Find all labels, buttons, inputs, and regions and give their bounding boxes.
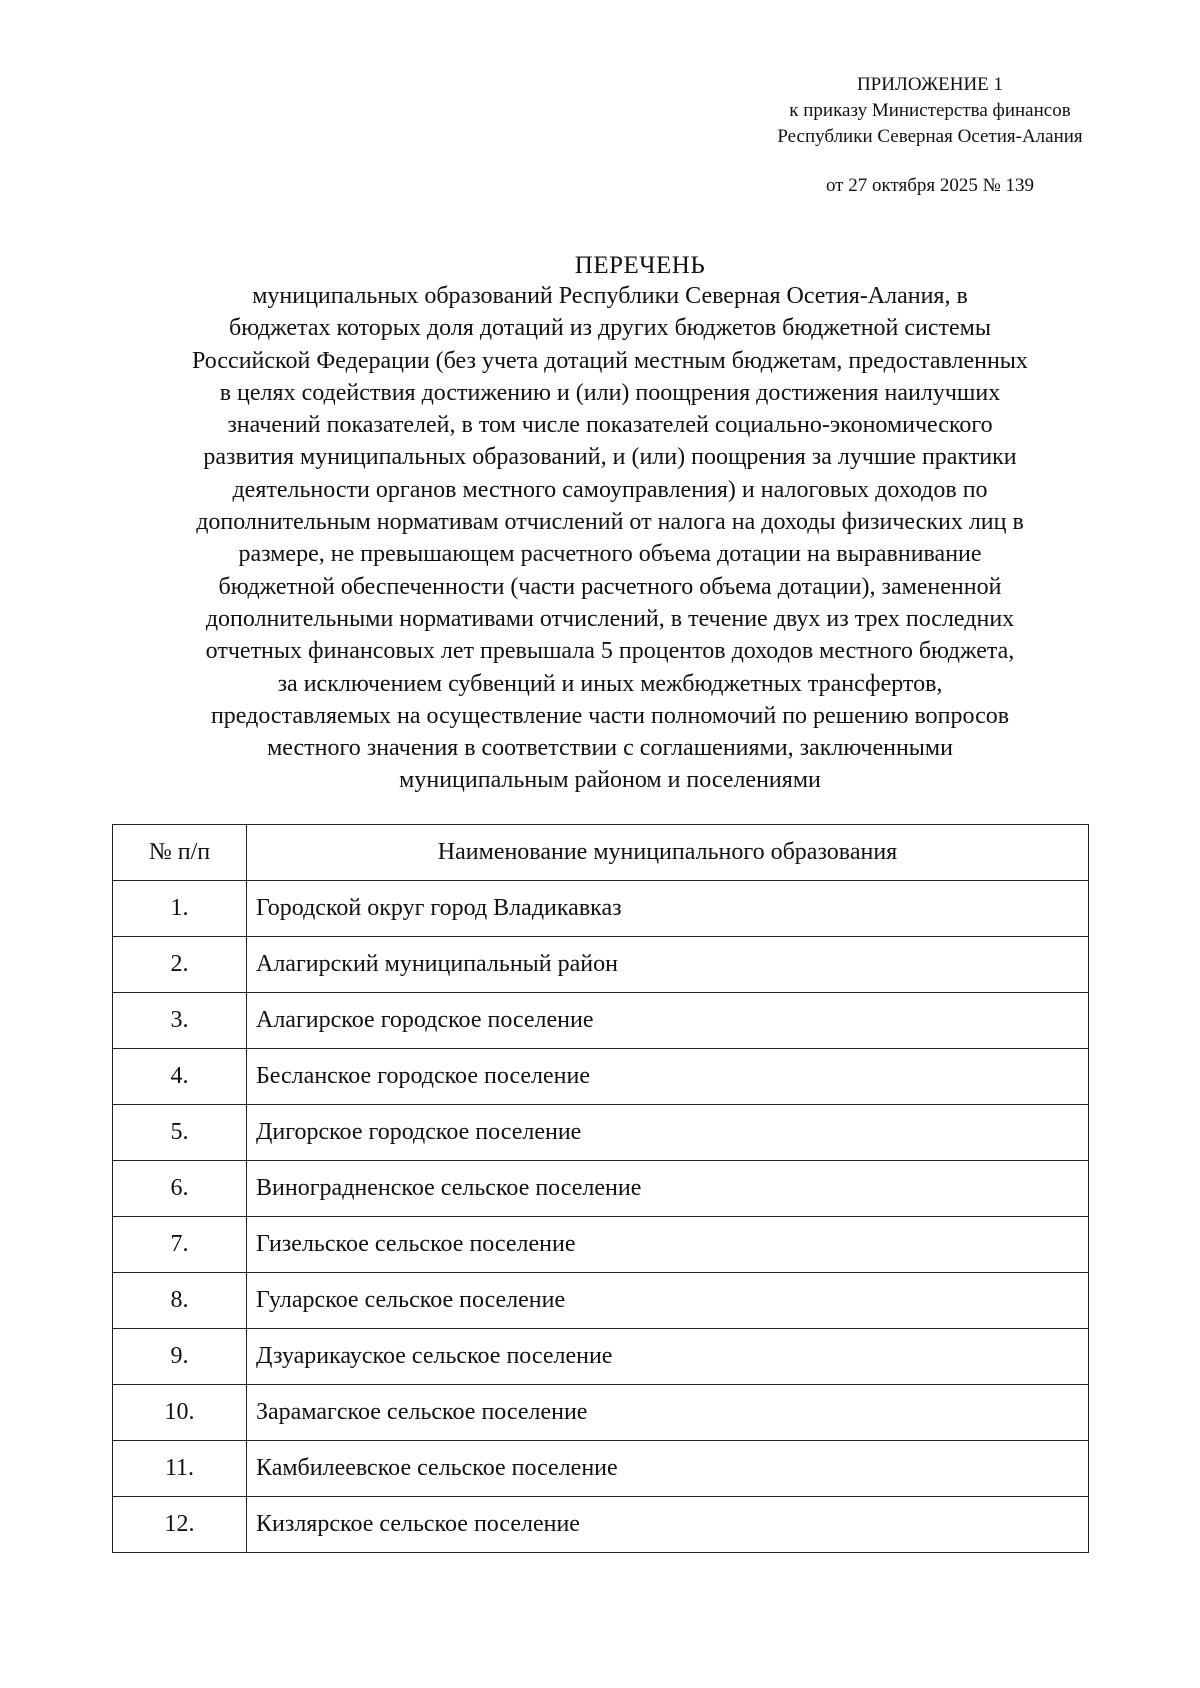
document-preamble <box>110 280 1110 797</box>
row-name: Дигорское городское поселение <box>247 1105 1089 1161</box>
table-row <box>113 1329 1089 1385</box>
appendix-label: ПРИЛОЖЕНИЕ 1 <box>856 74 1004 95</box>
row-name: Зарамагское сельское поселение <box>247 1385 1089 1441</box>
preamble-line: значений показателей, в том числе показателей социально-экономического <box>227 412 993 439</box>
row-number: 11. <box>113 1441 247 1497</box>
preamble-line: деятельности органов местного самоуправления) и налоговых доходов по <box>232 476 988 503</box>
row-name: Алагирский муниципальный район <box>247 937 1089 993</box>
appendix-header <box>730 72 1130 150</box>
table-row <box>113 993 1089 1049</box>
table-row <box>113 1441 1089 1497</box>
row-number: 10. <box>113 1385 247 1441</box>
header-name: Наименование муниципального образования <box>247 825 1089 881</box>
order-date: от 27 октября 2025 № 139 <box>825 175 1035 196</box>
table-row <box>113 1497 1089 1553</box>
row-number: 2. <box>113 937 247 993</box>
row-name: Кизлярское сельское поселение <box>247 1497 1089 1553</box>
preamble-line: за исключением субвенций и иных межбюджетных трансфертов, <box>277 670 943 697</box>
row-number: 1. <box>113 881 247 937</box>
appendix-republic: Республики Северная Осетия-Алания <box>777 126 1083 147</box>
preamble-line: дополнительными нормативами отчислений, в течение двух из трех последних <box>205 605 1015 632</box>
preamble-line: муниципальных образований Республики Северная Осетия-Алания, в <box>252 283 968 309</box>
preamble-line: дополнительным нормативам отчислений от налога на доходы физических лиц в <box>196 509 1024 536</box>
row-name: Камбилеевское сельское поселение <box>247 1441 1089 1497</box>
preamble-line: предоставляемых на осуществление части полномочий по решению вопросов <box>210 702 1010 729</box>
table-row <box>113 1273 1089 1329</box>
row-number: 4. <box>113 1049 247 1105</box>
row-name: Бесланское городское поселение <box>247 1049 1089 1105</box>
table-header-row <box>113 825 1089 881</box>
preamble-line: бюджетах которых доля дотаций из других бюджетов бюджетной системы <box>229 315 991 342</box>
preamble-line: бюджетной обеспеченности (части расчетного объема дотации), замененной <box>218 573 1002 600</box>
preamble-line: отчетных финансовых лет превышала 5 процентов доходов местного бюджета, <box>205 638 1015 665</box>
row-number: 8. <box>113 1273 247 1329</box>
municipalities-table <box>112 824 1089 1553</box>
document-title: ПЕРЕЧЕНЬ <box>574 252 706 279</box>
row-name: Гуларское сельское поселение <box>247 1273 1089 1329</box>
preamble-line: размере, не превышающем расчетного объема дотации на выравнивание <box>238 541 982 568</box>
table-row <box>113 1105 1089 1161</box>
preamble-line: развития муниципальных образований, и (или) поощрения за лучшие практики <box>203 444 1017 471</box>
preamble-line: муниципальным районом и поселениями <box>399 767 821 794</box>
row-name: Дзуарикауское сельское поселение <box>247 1329 1089 1385</box>
preamble-line: в целях содействия достижению и (или) поощрения достижения наилучших <box>219 379 1001 406</box>
row-name: Виноградненское сельское поселение <box>247 1161 1089 1217</box>
row-number: 7. <box>113 1217 247 1273</box>
table-row <box>113 1217 1089 1273</box>
table-row <box>113 1049 1089 1105</box>
row-name: Городской округ город Владикавказ <box>247 881 1089 937</box>
table-row <box>113 881 1089 937</box>
row-name: Гизельское сельское поселение <box>247 1217 1089 1273</box>
row-number: 12. <box>113 1497 247 1553</box>
appendix-order-ref: к приказу Министерства финансов <box>789 100 1071 121</box>
table-row <box>113 1161 1089 1217</box>
table-row <box>113 937 1089 993</box>
header-number: № п/п <box>113 825 247 881</box>
table-row <box>113 1385 1089 1441</box>
preamble-line: местного значения в соответствии с соглашениями, заключенными <box>267 735 953 762</box>
preamble-line: Российской Федерации (без учета дотаций местным бюджетам, предоставленных <box>192 347 1028 374</box>
row-number: 6. <box>113 1161 247 1217</box>
row-name: Алагирское городское поселение <box>247 993 1089 1049</box>
row-number: 9. <box>113 1329 247 1385</box>
row-number: 5. <box>113 1105 247 1161</box>
row-number: 3. <box>113 993 247 1049</box>
